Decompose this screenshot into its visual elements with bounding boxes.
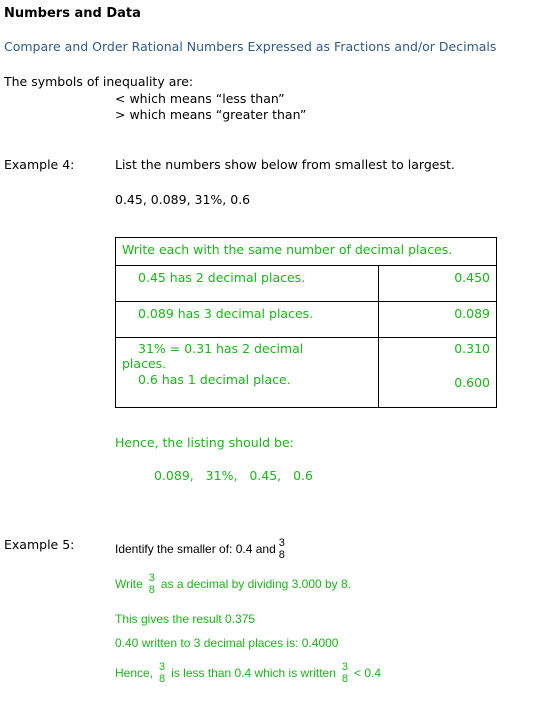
write-line [115, 572, 351, 596]
identify-text: Identify the smaller of: 0.4 and [115, 542, 276, 556]
result-line: This gives the result 0.375 [115, 612, 256, 626]
hence-listing-label: Hence, the listing should be: [115, 435, 294, 450]
fraction-three-eighths [149, 572, 155, 596]
example-4-numbers: 0.45, 0.089, 31%, 0.6 [115, 192, 251, 207]
table-row-text-line2: places. [122, 356, 167, 371]
page-subtitle: Compare and Order Rational Numbers Expressed as Fractions and/or Decimals [4, 39, 497, 54]
hence-mid: is less than 0.4 which is written [171, 666, 336, 680]
table-row-text: 0.45 has 2 decimal places. [116, 266, 379, 302]
ordered-listing: 0.089, 31%, 0.45, 0.6 [154, 468, 313, 483]
table-row-value: 0.450 [379, 266, 497, 302]
write-post: as a decimal by dividing 3.000 by 8. [160, 577, 352, 591]
table-row-text-line1: 31% = 0.31 has 2 decimal [138, 341, 304, 356]
table-row-value: 0.089 [379, 302, 497, 338]
fraction-numerator: 3 [341, 661, 349, 673]
table-row-value-a: 0.310 [454, 341, 490, 356]
fraction-denominator: 8 [148, 584, 155, 596]
inequality-intro: The symbols of inequality are: [4, 74, 194, 89]
table-header: Write each with the same number of decimal places. [116, 238, 497, 266]
table-row [116, 266, 497, 302]
table-row-text: 0.089 has 3 decimal places. [116, 302, 379, 338]
hence-conclusion-line [115, 661, 381, 685]
example-4-label: Example 4: [4, 157, 75, 172]
table-row-text-extra: 0.6 has 1 decimal place. [138, 372, 291, 387]
table-row-value [379, 338, 497, 408]
write-pre: Write [115, 577, 143, 591]
fraction-denominator: 8 [341, 673, 349, 685]
fraction-numerator: 3 [159, 661, 166, 673]
table-row [116, 338, 497, 408]
page-title: Numbers and Data [4, 6, 141, 21]
example-4-prompt: List the numbers show below from smallest to largest. [115, 157, 455, 172]
less-than-line: < which means “less than” [115, 91, 285, 106]
greater-than-line: > which means “greater than” [115, 107, 307, 122]
identify-line [115, 537, 288, 561]
fraction-three-eighths [279, 537, 285, 561]
fraction-numerator: 3 [148, 572, 155, 584]
hence-pre: Hence, [115, 666, 154, 680]
example-5-label: Example 5: [4, 537, 75, 552]
decimals-line: 0.40 written to 3 decimal places is: 0.4000 [115, 636, 339, 650]
fraction-denominator: 8 [278, 549, 285, 561]
fraction-numerator: 3 [278, 537, 285, 549]
table-row-value-b: 0.600 [454, 375, 490, 390]
hence-post: < 0.4 [354, 666, 382, 680]
table-row [116, 302, 497, 338]
table-row-text [116, 338, 379, 408]
fraction-denominator: 8 [159, 673, 166, 685]
fraction-three-eighths [342, 661, 348, 685]
fraction-three-eighths [159, 661, 165, 685]
decimal-places-table [115, 237, 497, 408]
